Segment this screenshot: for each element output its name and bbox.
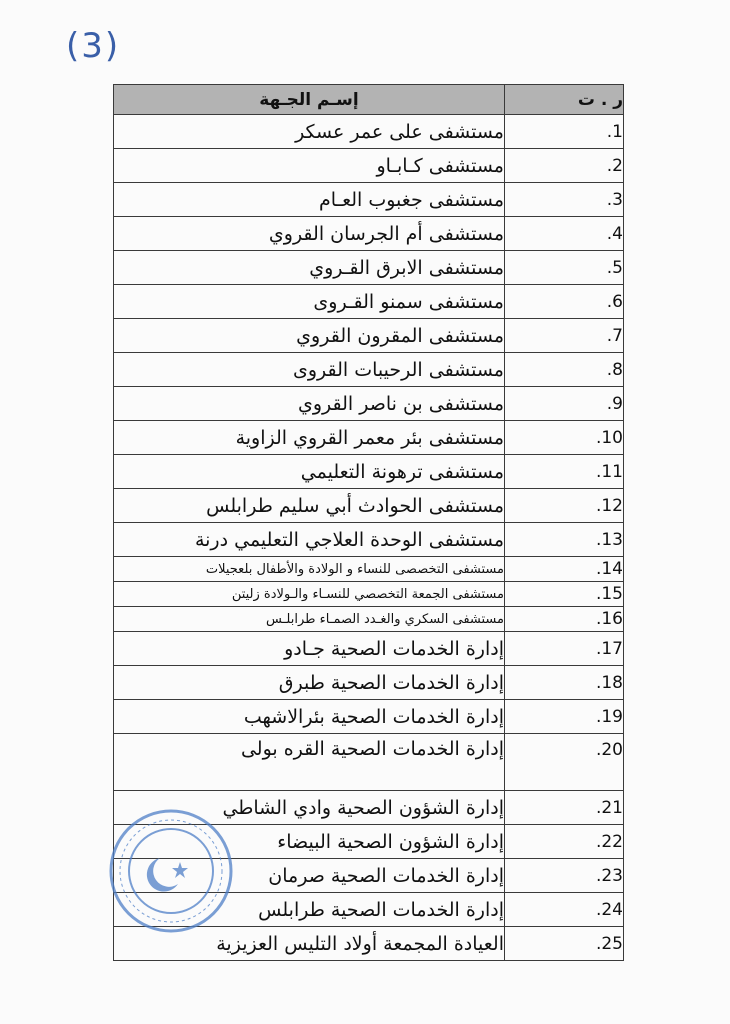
table-row	[114, 149, 624, 183]
row-entity-name: مستشفى الوحدة العلاجي التعليمي درنة	[114, 523, 505, 557]
row-number: 2.	[505, 149, 624, 183]
row-entity-name: إدارة الشؤون الصحية البيضاء	[114, 825, 505, 859]
table-row	[114, 557, 624, 582]
table-row	[114, 489, 624, 523]
row-entity-name: مستشفى الحوادث أبي سليم طرابلس	[114, 489, 505, 523]
table-row	[114, 455, 624, 489]
table-row	[114, 319, 624, 353]
row-number: 7.	[505, 319, 624, 353]
table-row	[114, 387, 624, 421]
row-number: 23.	[505, 859, 624, 893]
row-entity-name: مستشفى بئر معمر القروي الزاوية	[114, 421, 505, 455]
row-number: 19.	[505, 700, 624, 734]
row-number: 21.	[505, 791, 624, 825]
row-entity-name: العيادة المجمعة أولاد التليس العزيزية	[114, 927, 505, 961]
row-entity-name: مستشفى ترهونة التعليمي	[114, 455, 505, 489]
row-entity-name: مستشفى السكري والغـدد الصمـاء طرابلـس	[114, 607, 505, 632]
row-number: 8.	[505, 353, 624, 387]
row-entity-name: إدارة الخدمات الصحية بئرالاشهب	[114, 700, 505, 734]
row-entity-name: إدارة الخدمات الصحية جـادو	[114, 632, 505, 666]
row-number: 20.	[505, 734, 624, 791]
table-row	[114, 217, 624, 251]
row-entity-name: إدارة الشؤون الصحية وادي الشاطي	[114, 791, 505, 825]
row-entity-name: إدارة الخدمات الصحية طبرق	[114, 666, 505, 700]
table-row	[114, 421, 624, 455]
row-entity-name: إدارة الخدمات الصحية صرمان	[114, 859, 505, 893]
row-number: 1.	[505, 115, 624, 149]
row-number: 24.	[505, 893, 624, 927]
row-entity-name: مستشفى جغبوب العـام	[114, 183, 505, 217]
row-number: 4.	[505, 217, 624, 251]
row-entity-name: مستشفى الابرق القـروي	[114, 251, 505, 285]
table-row	[114, 666, 624, 700]
row-number: 3.	[505, 183, 624, 217]
row-number: 13.	[505, 523, 624, 557]
row-number: 5.	[505, 251, 624, 285]
table-row	[114, 582, 624, 607]
official-stamp-icon	[108, 808, 234, 934]
row-entity-name: إدارة الخدمات الصحية طرابلس	[114, 893, 505, 927]
row-entity-name: مستشفى سمنو القـروى	[114, 285, 505, 319]
row-number: 6.	[505, 285, 624, 319]
row-number: 17.	[505, 632, 624, 666]
table-row	[114, 700, 624, 734]
table-row	[114, 115, 624, 149]
table-row	[114, 183, 624, 217]
row-entity-name: مستشفى الرحيبات القروى	[114, 353, 505, 387]
row-entity-name: مستشفى بن ناصر القروي	[114, 387, 505, 421]
row-number: 25.	[505, 927, 624, 961]
row-entity-name: مستشفى أم الجرسان القروي	[114, 217, 505, 251]
row-entity-name: مستشفى على عمر عسكر	[114, 115, 505, 149]
row-number: 22.	[505, 825, 624, 859]
row-entity-name: إدارة الخدمات الصحية القره بولى	[114, 734, 505, 791]
row-number: 10.	[505, 421, 624, 455]
table-row	[114, 734, 624, 791]
row-number: 16.	[505, 607, 624, 632]
table-row	[114, 285, 624, 319]
table-header-row	[114, 85, 624, 115]
row-number: 18.	[505, 666, 624, 700]
row-entity-name: مستشفى الجمعة التخصصي للنسـاء والـولادة زليتن	[114, 582, 505, 607]
row-number: 14.	[505, 557, 624, 582]
page-number: (3)	[66, 26, 121, 66]
header-number: ر . ت	[505, 85, 624, 115]
row-number: 9.	[505, 387, 624, 421]
table-row	[114, 251, 624, 285]
row-number: 12.	[505, 489, 624, 523]
row-number: 11.	[505, 455, 624, 489]
table-row	[114, 607, 624, 632]
row-entity-name: مستشفى المقرون القروي	[114, 319, 505, 353]
table-row	[114, 632, 624, 666]
row-number: 15.	[505, 582, 624, 607]
row-entity-name: مستشفى كـابـاو	[114, 149, 505, 183]
table-row	[114, 353, 624, 387]
header-name: إسـم الجـهة	[114, 85, 505, 115]
row-entity-name: مستشفى التخصصى للنساء و الولادة والأطفال بلعجيلات	[114, 557, 505, 582]
table-row	[114, 523, 624, 557]
